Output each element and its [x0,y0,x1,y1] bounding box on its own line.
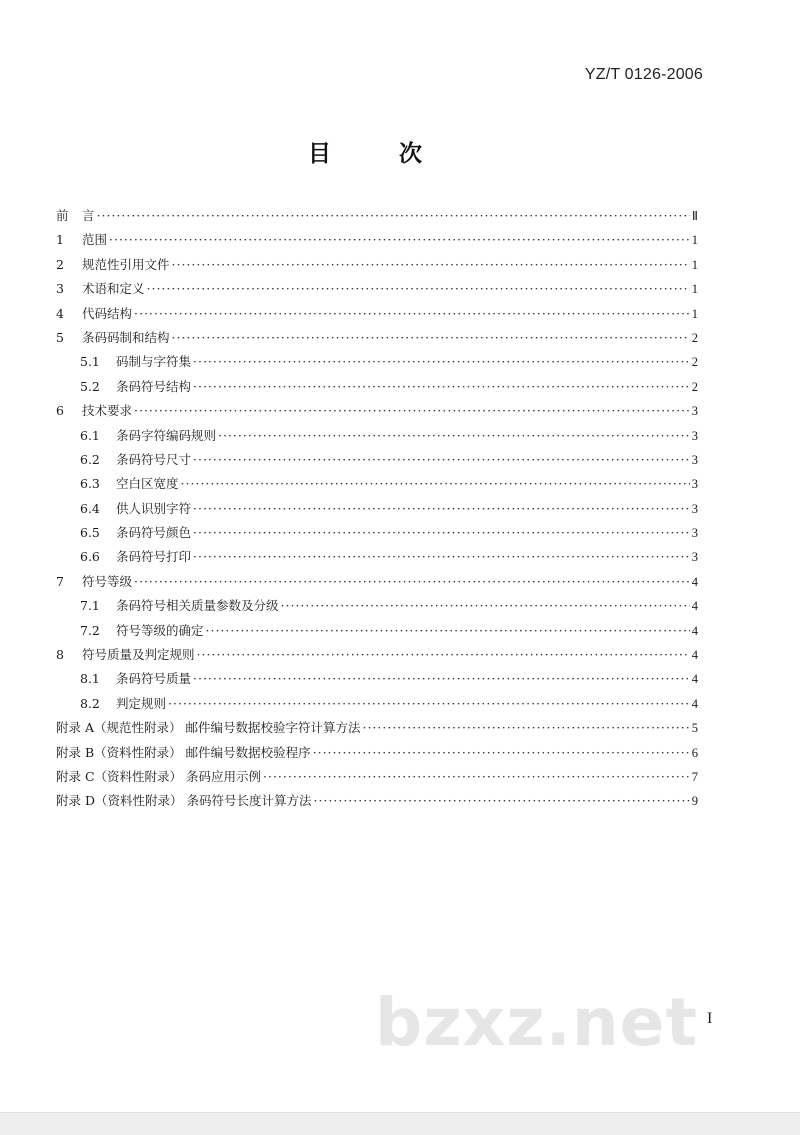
toc-entry-page: 3 [691,477,698,492]
toc-dot-leader [193,350,690,374]
watermark: bzxz.net [375,984,699,1061]
toc-dot-leader [218,424,690,448]
toc-entry-page: 3 [691,452,698,467]
page-title: 目 次 [307,141,452,167]
toc-entry[interactable] [56,716,698,740]
toc-dot-leader [193,375,690,399]
toc-entry-title: 符号等级 [82,573,133,589]
toc-dot-leader [134,302,690,326]
toc-entry-page: 6 [691,745,698,760]
toc-entry[interactable] [56,448,698,472]
toc-entry[interactable] [56,789,698,813]
toc-entry-page: 7 [691,769,698,784]
toc-entry-page: 1 [691,233,698,248]
toc-entry-number: 1 [56,232,64,248]
toc-entry[interactable] [56,619,698,643]
toc-dot-leader [97,204,690,228]
toc-entry-title: 附录 C（资料性附录） 条码应用示例 [56,768,262,784]
toc-entry-page: 4 [691,696,698,711]
toc-entry[interactable] [56,277,698,301]
toc-entry-number: 6.6 [80,549,100,565]
toc-entry-title: 言 [82,208,95,223]
toc-entry-number: 6.2 [80,451,100,467]
toc-entry[interactable] [56,326,698,350]
toc-entry-title: 供人识别字符 [116,500,192,516]
toc-entry-number: 2 [56,256,64,272]
toc-entry[interactable] [56,472,698,496]
toc-entry-number: 6 [56,403,64,419]
toc-entry-page: 3 [691,404,698,419]
toc-entry-page: 2 [691,330,698,345]
toc-entry-title: 条码符号尺寸 [116,451,192,467]
toc-entry-title: 附录 D（资料性附录） 条码符号长度计算方法 [56,793,312,809]
toc-entry[interactable] [56,692,698,716]
toc-entry-number: 3 [56,281,64,297]
toc-entry-number: 7.1 [80,598,100,614]
toc-entry-page: 4 [691,623,698,638]
toc-entry-title: 符号等级的确定 [116,622,204,638]
toc-dot-leader [181,472,690,496]
toc-entry[interactable] [56,545,698,569]
toc-entry-page: 3 [691,501,698,516]
toc-entry-number: 6.3 [80,476,100,492]
toc-entry-number: 6.4 [80,500,100,516]
toc-entry-number: 4 [56,305,64,321]
toc-entry-page: Ⅱ [691,209,698,223]
toc-dot-leader [193,667,690,691]
toc-entry-page: 5 [691,721,698,736]
toc-entry-number: 7 [56,573,64,589]
toc-dot-leader [172,326,690,350]
toc-dot-leader [197,643,690,667]
toc-dot-leader [193,545,690,569]
toc-entry[interactable] [56,643,698,667]
toc-entry-title: 术语和定义 [82,281,145,297]
toc-entry-number: 7.2 [80,622,100,638]
page-number: I [707,1010,713,1027]
toc-entry-title: 空白区宽度 [116,476,179,492]
toc-dot-leader [134,399,690,423]
toc-entry-page: 1 [691,257,698,272]
toc-entry-title: 条码码制和结构 [82,329,170,345]
toc-entry-page: 4 [691,574,698,589]
toc-entry-number: 6.1 [80,427,100,443]
toc-dot-leader [313,789,689,813]
toc-entry-title: 附录 A（规范性附录） 邮件编号数据校验字符计算方法 [56,720,361,736]
toc-entry-number: 6.5 [80,525,100,541]
toc-entry-title: 条码符号质量 [116,671,192,687]
toc-entry[interactable] [56,228,698,252]
toc-entry-page: 2 [691,379,698,394]
toc-entry-page: 2 [691,355,698,370]
toc-entry-page: 4 [691,672,698,687]
toc-entry[interactable] [56,497,698,521]
toc-entry-page: 1 [691,282,698,297]
toc-entry[interactable] [56,521,698,545]
toc-entry-title: 符号质量及判定规则 [82,647,195,663]
toc-entry-title: 技术要求 [82,403,133,419]
toc-entry-title: 附录 B（资料性附录） 邮件编号数据校验程序 [56,744,311,760]
toc-entry-page: 4 [691,648,698,663]
toc-dot-leader [313,741,690,765]
toc-entry-page: 3 [691,550,698,565]
toc-dot-leader [193,521,690,545]
toc-entry[interactable] [56,302,698,326]
toc-entry-number: 前 [56,208,69,223]
toc-entry[interactable] [56,253,698,277]
toc-dot-leader [362,716,689,740]
toc-entry-title: 范围 [82,232,108,248]
document-code: YZ/T 0126-2006 [584,66,703,83]
toc-entry-number: 5 [56,329,64,345]
toc-dot-leader [206,619,690,643]
toc-entry[interactable] [56,667,698,691]
toc-entry-page: 1 [691,306,698,321]
toc-entry-title: 条码符号结构 [116,378,192,394]
toc-entry-title: 条码符号打印 [116,549,192,565]
viewer-bottom-strip [0,1112,800,1135]
toc-entry-title: 判定规则 [116,695,167,711]
toc-dot-leader [263,765,690,789]
table-of-contents [56,204,698,814]
toc-entry-title: 代码结构 [82,305,133,321]
toc-entry-number: 8 [56,647,64,663]
toc-entry-title: 条码符号颜色 [116,525,192,541]
toc-entry-number: 8.2 [80,695,100,711]
toc-entry-title: 码制与字符集 [116,354,192,370]
toc-entry-title: 规范性引用文件 [82,256,170,272]
toc-entry[interactable] [56,765,698,789]
toc-entry[interactable] [56,570,698,594]
toc-dot-leader [134,570,690,594]
toc-dot-leader [193,448,690,472]
toc-entry[interactable] [56,424,698,448]
toc-dot-leader [147,277,690,301]
toc-entry-title: 条码字符编码规则 [116,427,217,443]
toc-entry-page: 3 [691,526,698,541]
toc-dot-leader [172,253,690,277]
toc-entry[interactable] [56,204,698,228]
toc-entry[interactable] [56,399,698,423]
toc-entry[interactable] [56,741,698,765]
toc-entry-number: 5.2 [80,378,100,394]
toc-entry[interactable] [56,375,698,399]
toc-entry-page: 9 [691,794,698,809]
toc-entry-title: 条码符号相关质量参数及分级 [116,598,279,614]
toc-entry-page: 3 [691,428,698,443]
toc-dot-leader [109,228,690,252]
toc-dot-leader [168,692,690,716]
toc-entry-number: 5.1 [80,354,100,370]
toc-dot-leader [193,497,690,521]
toc-entry[interactable] [56,350,698,374]
toc-entry[interactable] [56,594,698,618]
toc-entry-number: 8.1 [80,671,100,687]
toc-entry-page: 4 [691,599,698,614]
toc-dot-leader [281,594,690,618]
